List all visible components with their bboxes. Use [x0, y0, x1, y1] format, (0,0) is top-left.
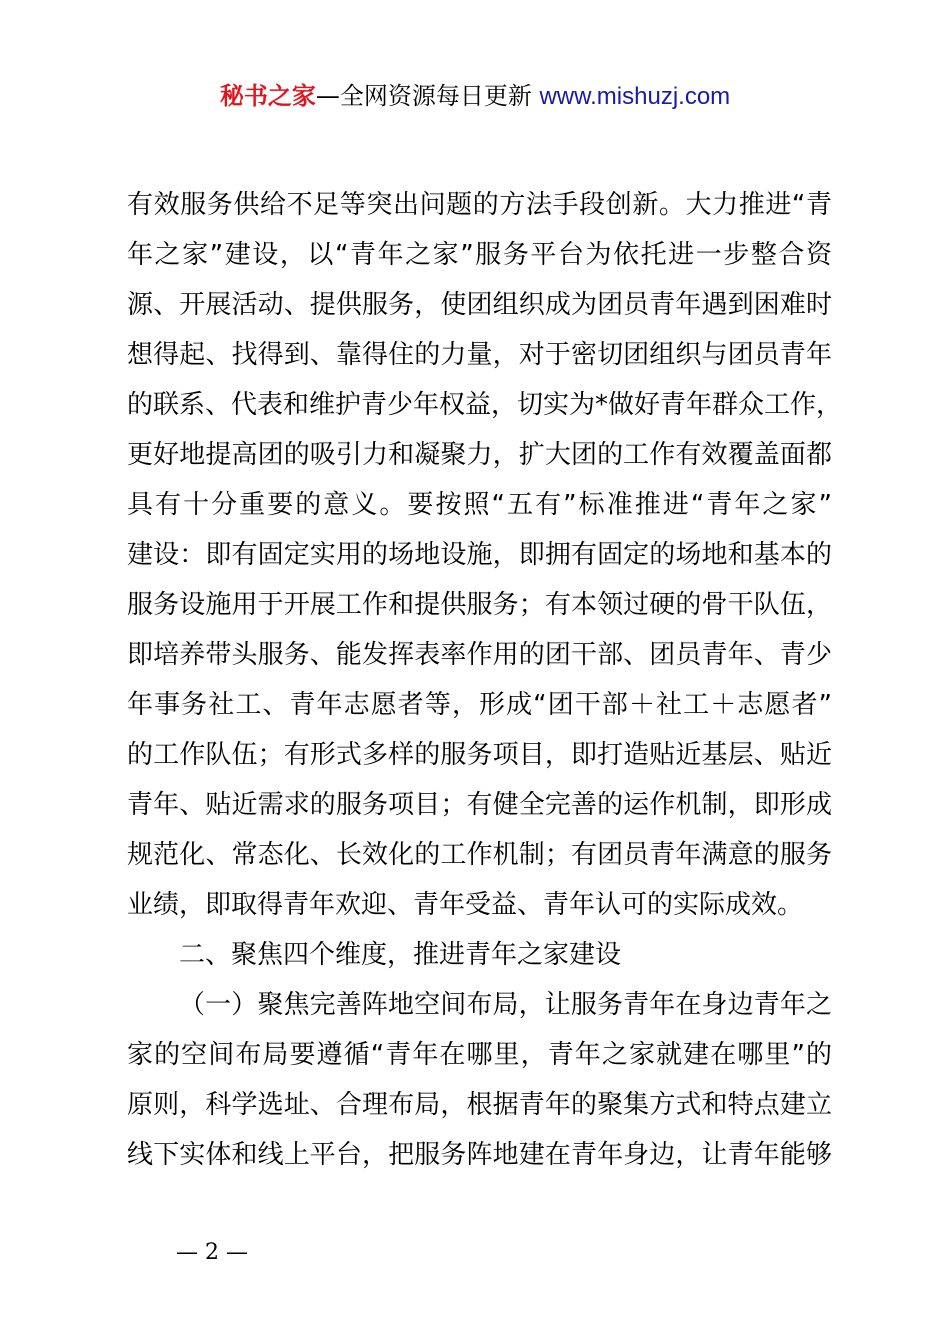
paragraph-line: 规范化、常态化、长效化的工作机制；有团员青年满意的服务 — [127, 840, 832, 870]
page-number: — 2 — — [176, 1240, 248, 1265]
site-header — [0, 80, 950, 113]
paragraph-line: 年事务社工、青年志愿者等，形成“团干部＋社工＋志愿者” — [127, 690, 832, 720]
header-slogan: —全网资源每日更新 — [315, 82, 540, 110]
brand-name: 秘书之家 — [219, 82, 316, 110]
paragraph-line: 线下实体和线上平台，把服务阵地建在青年身边，让青年能够 — [127, 1140, 832, 1170]
document-body — [127, 180, 843, 1180]
paragraph-line: 源、开展活动、提供服务，使团组织成为团员青年遇到困难时 — [127, 290, 832, 320]
paragraph-line: 家的空间布局要遵循“青年在哪里，青年之家就建在哪里”的 — [127, 1040, 832, 1070]
paragraph-line: 服务设施用于开展工作和提供服务；有本领过硬的骨干队伍， — [127, 590, 832, 620]
paragraph-line: 想得起、找得到、靠得住的力量，对于密切团组织与团员青年 — [127, 340, 832, 370]
paragraph-line: 有效服务供给不足等突出问题的方法手段创新。大力推进“青 — [127, 190, 832, 220]
paragraph-line: 的工作队伍；有形式多样的服务项目，即打造贴近基层、贴近 — [127, 740, 832, 770]
paragraph-line: 建设：即有固定实用的场地设施，即拥有固定的场地和基本的 — [127, 540, 832, 570]
paragraph-line: 业绩，即取得青年欢迎、青年受益、青年认可的实际成效。 — [127, 890, 804, 920]
paragraph-line: 更好地提高团的吸引力和凝聚力，扩大团的工作有效覆盖面都 — [127, 440, 832, 470]
paragraph-line: 青年、贴近需求的服务项目；有健全完善的运作机制，即形成 — [127, 790, 832, 820]
site-url: www.mishuzj.com — [539, 83, 731, 110]
paragraph-line: 的联系、代表和维护青少年权益，切实为*做好青年群众工作， — [127, 390, 843, 420]
paragraph-line: 即培养带头服务、能发挥表率作用的团干部、团员青年、青少 — [127, 640, 832, 670]
subsection-line: （一）聚焦完善阵地空间布局，让服务青年在身边青年之 — [179, 990, 832, 1020]
section-heading: 二、聚焦四个维度，推进青年之家建设 — [179, 940, 622, 970]
paragraph-line: 年之家”建设，以“青年之家”服务平台为依托进一步整合资 — [127, 240, 832, 270]
paragraph-line: 原则，科学选址、合理布局，根据青年的聚集方式和特点建立 — [127, 1090, 832, 1120]
paragraph-line: 具有十分重要的意义。要按照“五有”标准推进“青年之家” — [127, 490, 832, 520]
